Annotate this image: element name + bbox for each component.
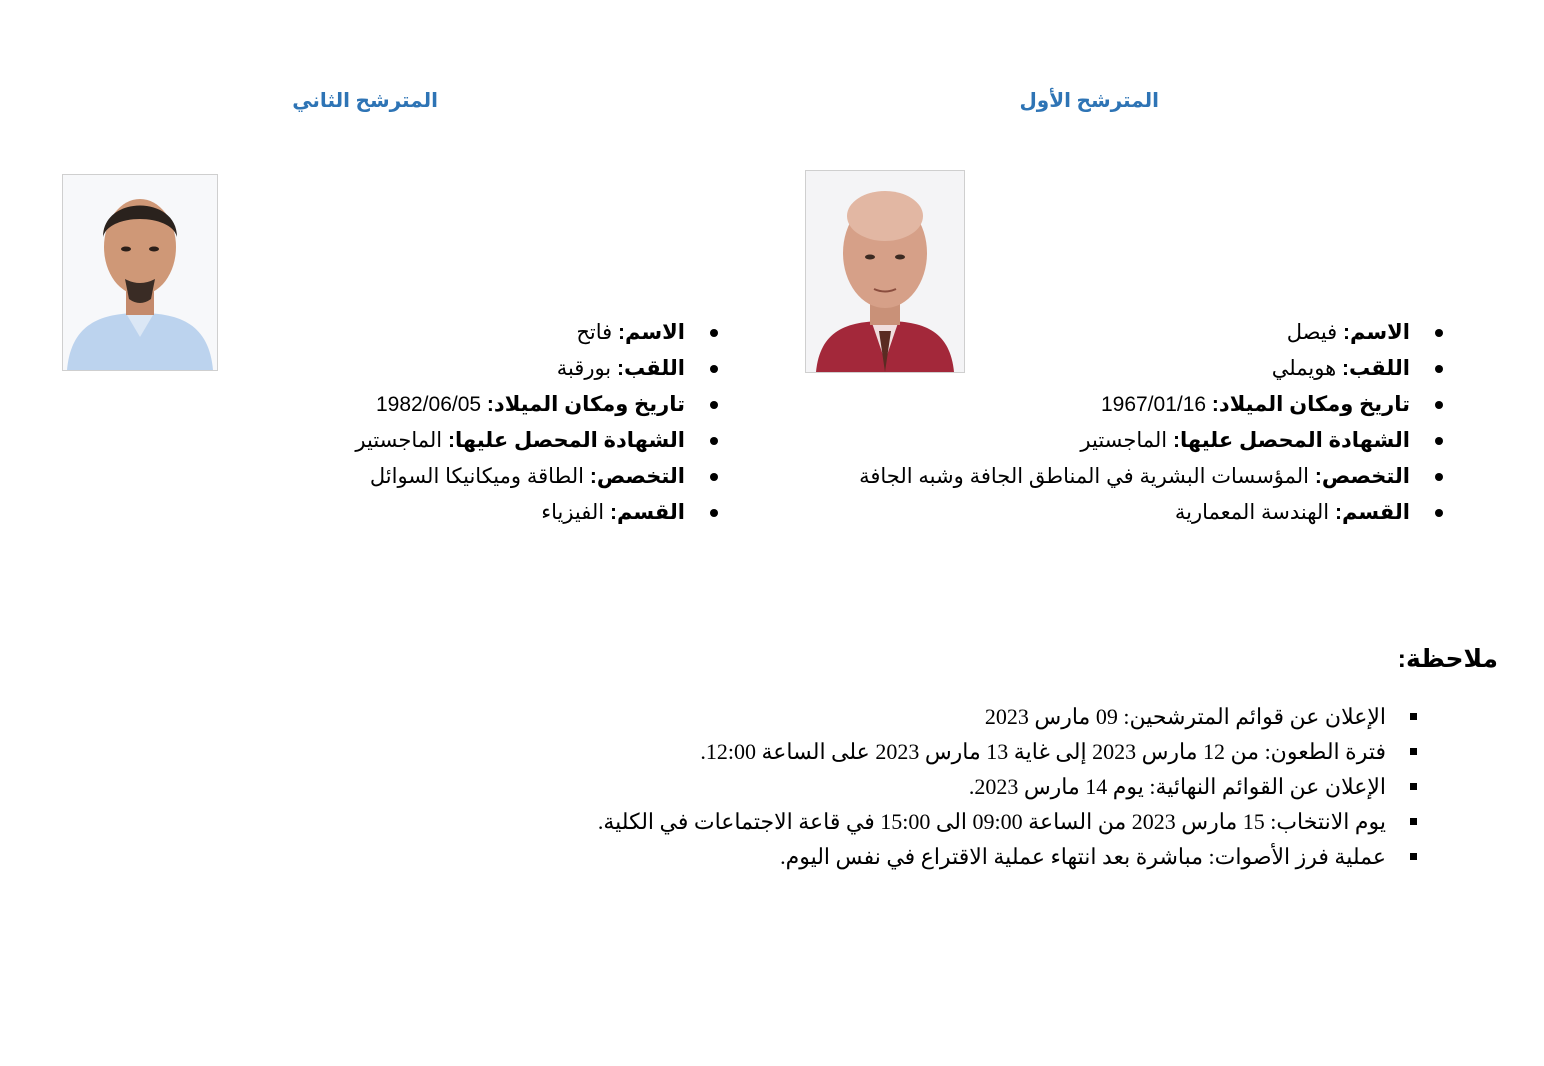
field-label: التخصص: xyxy=(1314,465,1410,488)
note-item xyxy=(598,734,1386,769)
square-bullet-icon xyxy=(1410,713,1417,720)
field-value: فيصل xyxy=(1286,321,1338,344)
field-value: الطاقة وميكانيكا السوائل xyxy=(369,465,585,488)
note-item xyxy=(598,769,1386,804)
square-bullet-icon xyxy=(1410,818,1417,825)
bullet-icon xyxy=(1435,437,1443,445)
list-item xyxy=(859,459,1410,495)
list-item xyxy=(859,351,1410,387)
field-value: المؤسسات البشرية في المناطق الجافة وشبه الجافة xyxy=(859,465,1310,488)
note-item xyxy=(598,699,1386,734)
bullet-icon xyxy=(710,401,718,409)
bullet-icon xyxy=(710,329,718,337)
list-item xyxy=(859,315,1410,351)
field-value: 1967/01/16 xyxy=(1100,393,1207,416)
note-title: ملاحظة: xyxy=(1397,645,1498,673)
candidate-2-photo xyxy=(62,174,218,371)
note-text: يوم الانتخاب: 15 مارس 2023 من الساعة 09:00 الى 15:00 في قاعة الاجتماعات في الكلية. xyxy=(597,809,1386,834)
field-label: الاسم: xyxy=(1343,321,1410,344)
field-value: الهندسة المعمارية xyxy=(1174,501,1330,524)
note-item xyxy=(598,804,1386,839)
list-item xyxy=(859,495,1410,531)
candidate-2-heading: المترشح الثاني xyxy=(292,90,438,112)
field-value: هويملي xyxy=(1271,357,1337,380)
field-label: اللقب: xyxy=(1342,357,1410,380)
list-item xyxy=(355,387,685,423)
bullet-icon xyxy=(1435,329,1443,337)
note-text: فترة الطعون: من 12 مارس 2023 إلى غاية 13 مارس 2023 على الساعة 12:00. xyxy=(700,739,1386,764)
field-label: القسم: xyxy=(1334,501,1410,524)
bullet-icon xyxy=(710,509,718,517)
bullet-icon xyxy=(710,473,718,481)
field-value: فاتح xyxy=(576,321,613,344)
candidate-1-heading: المترشح الأول xyxy=(1019,90,1159,112)
field-value: الماجستير xyxy=(355,429,443,452)
bullet-icon xyxy=(1435,509,1443,517)
note-text: الإعلان عن قوائم المترشحين: 09 مارس 2023 xyxy=(984,704,1386,729)
field-label: الاسم: xyxy=(618,321,685,344)
square-bullet-icon xyxy=(1410,853,1417,860)
list-item xyxy=(355,423,685,459)
note-text: عملية فرز الأصوات: مباشرة بعد انتهاء عملية الاقتراع في نفس اليوم. xyxy=(780,844,1386,869)
list-item xyxy=(355,315,685,351)
candidate-1-info-list xyxy=(859,315,1410,531)
field-label: تاريخ ومكان الميلاد: xyxy=(1211,393,1410,416)
bullet-icon xyxy=(710,437,718,445)
list-item xyxy=(355,351,685,387)
field-value: الماجستير xyxy=(1080,429,1168,452)
square-bullet-icon xyxy=(1410,783,1417,790)
note-list xyxy=(598,699,1386,874)
note-text: الإعلان عن القوائم النهائية: يوم 14 مارس 2023. xyxy=(968,774,1386,799)
bullet-icon xyxy=(1435,473,1443,481)
person-photo-icon xyxy=(63,175,217,370)
field-label: التخصص: xyxy=(589,465,685,488)
candidate-2-info-list xyxy=(355,315,685,531)
list-item xyxy=(355,459,685,495)
list-item xyxy=(859,387,1410,423)
field-label: الشهادة المحصل عليها: xyxy=(1172,429,1410,452)
list-item xyxy=(859,423,1410,459)
square-bullet-icon xyxy=(1410,748,1417,755)
field-value: 1982/06/05 xyxy=(375,393,482,416)
bullet-icon xyxy=(710,365,718,373)
field-label: القسم: xyxy=(609,501,685,524)
field-label: الشهادة المحصل عليها: xyxy=(447,429,685,452)
field-value: بورقبة xyxy=(556,357,612,380)
list-item xyxy=(355,495,685,531)
field-value: الفيزياء xyxy=(541,501,605,524)
field-label: تاريخ ومكان الميلاد: xyxy=(486,393,685,416)
note-item xyxy=(598,839,1386,874)
bullet-icon xyxy=(1435,365,1443,373)
bullet-icon xyxy=(1435,401,1443,409)
field-label: اللقب: xyxy=(617,357,685,380)
